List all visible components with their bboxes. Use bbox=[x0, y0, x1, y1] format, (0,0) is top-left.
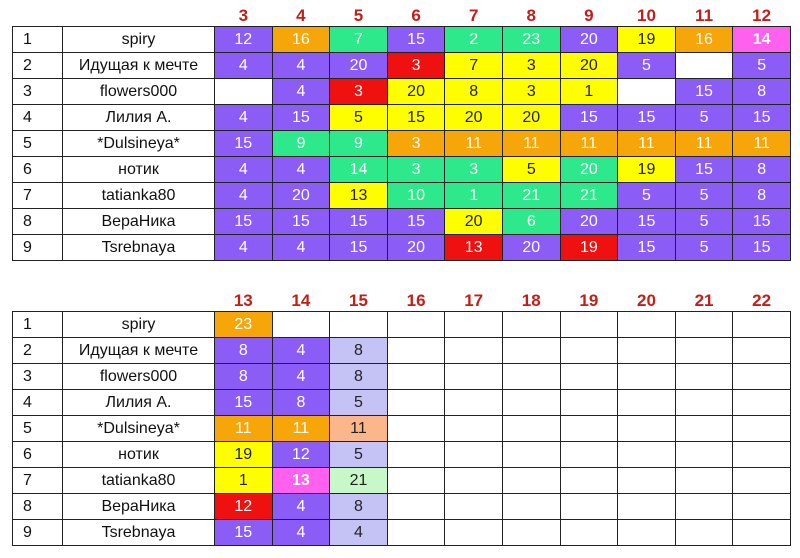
score-cell: 8 bbox=[733, 157, 791, 183]
score-cell bbox=[560, 520, 618, 546]
score-cell: 3 bbox=[330, 79, 388, 105]
table-row bbox=[13, 157, 791, 183]
score-cell: 15 bbox=[330, 209, 388, 235]
row-number: 9 bbox=[13, 520, 63, 546]
score-cell: 15 bbox=[733, 235, 791, 261]
participant-name: Лилия А. bbox=[63, 105, 215, 131]
score-cell: 15 bbox=[733, 209, 791, 235]
column-header: 7 bbox=[468, 6, 479, 25]
table-row bbox=[13, 209, 791, 235]
score-cell: 15 bbox=[387, 27, 445, 53]
score-cell bbox=[502, 312, 560, 338]
row-number: 1 bbox=[13, 312, 63, 338]
row-number: 1 bbox=[13, 27, 63, 53]
score-cell bbox=[733, 390, 791, 416]
score-cell: 8 bbox=[215, 338, 273, 364]
score-cell bbox=[387, 442, 445, 468]
score-cell: 11 bbox=[618, 131, 676, 157]
score-cell: 15 bbox=[272, 209, 330, 235]
participant-name: *Dulsineya* bbox=[63, 416, 215, 442]
participant-name: Tsrebnaya bbox=[63, 235, 215, 261]
score-cell bbox=[675, 390, 733, 416]
score-cell bbox=[618, 416, 676, 442]
column-header: 22 bbox=[752, 291, 772, 310]
column-header: 21 bbox=[694, 291, 714, 310]
score-cell: 3 bbox=[502, 79, 560, 105]
score-cell: 4 bbox=[272, 364, 330, 390]
score-cell: 4 bbox=[330, 520, 388, 546]
score-cell: 5 bbox=[733, 53, 791, 79]
score-cell bbox=[387, 416, 445, 442]
score-cell bbox=[502, 494, 560, 520]
score-cell bbox=[560, 494, 618, 520]
score-cell: 4 bbox=[272, 79, 330, 105]
table-row bbox=[13, 312, 791, 338]
score-cell bbox=[445, 338, 503, 364]
row-number: 4 bbox=[13, 390, 63, 416]
score-cell: 8 bbox=[330, 338, 388, 364]
score-cell: 15 bbox=[733, 105, 791, 131]
score-cell bbox=[733, 442, 791, 468]
score-cell: 20 bbox=[387, 235, 445, 261]
score-cell bbox=[618, 442, 676, 468]
row-number: 2 bbox=[13, 53, 63, 79]
column-header: 13 bbox=[233, 291, 253, 310]
score-cell bbox=[675, 312, 733, 338]
score-cell: 15 bbox=[215, 209, 273, 235]
table-row bbox=[13, 494, 791, 520]
score-cell: 23 bbox=[502, 27, 560, 53]
score-cell bbox=[733, 312, 791, 338]
participant-name: ВераНика bbox=[63, 494, 215, 520]
score-cell: 11 bbox=[560, 131, 618, 157]
score-cell: 8 bbox=[272, 390, 330, 416]
column-header: 10 bbox=[636, 6, 656, 25]
score-cell: 14 bbox=[733, 27, 791, 53]
score-cell: 11 bbox=[675, 131, 733, 157]
score-cell: 11 bbox=[215, 416, 273, 442]
scores-table-2 bbox=[12, 290, 791, 546]
score-cell bbox=[560, 468, 618, 494]
score-cell: 8 bbox=[445, 79, 503, 105]
score-cell bbox=[675, 53, 733, 79]
table-row bbox=[13, 131, 791, 157]
score-cell bbox=[445, 364, 503, 390]
column-header: 19 bbox=[579, 291, 599, 310]
score-cell: 15 bbox=[215, 520, 273, 546]
score-cell: 20 bbox=[502, 105, 560, 131]
score-cell bbox=[560, 416, 618, 442]
score-cell bbox=[560, 390, 618, 416]
score-cell bbox=[445, 416, 503, 442]
score-cell: 15 bbox=[387, 105, 445, 131]
score-cell bbox=[387, 338, 445, 364]
column-header: 5 bbox=[353, 6, 364, 25]
score-cell bbox=[502, 520, 560, 546]
score-cell: 12 bbox=[272, 442, 330, 468]
score-cell: 8 bbox=[330, 364, 388, 390]
score-cell: 21 bbox=[330, 468, 388, 494]
participant-name: spiry bbox=[63, 27, 215, 53]
column-header: 3 bbox=[238, 6, 249, 25]
column-header: 12 bbox=[752, 6, 772, 25]
score-cell bbox=[387, 390, 445, 416]
score-cell bbox=[387, 494, 445, 520]
score-cell: 15 bbox=[618, 105, 676, 131]
table-row bbox=[13, 105, 791, 131]
score-cell: 14 bbox=[330, 157, 388, 183]
score-cell: 3 bbox=[387, 131, 445, 157]
table-row bbox=[13, 79, 791, 105]
score-cell: 20 bbox=[445, 209, 503, 235]
score-cell: 11 bbox=[502, 131, 560, 157]
score-cell: 5 bbox=[675, 235, 733, 261]
score-cell bbox=[733, 416, 791, 442]
row-number: 4 bbox=[13, 105, 63, 131]
row-number: 6 bbox=[13, 157, 63, 183]
header-row bbox=[13, 5, 791, 27]
score-cell: 5 bbox=[330, 105, 388, 131]
score-cell: 20 bbox=[272, 183, 330, 209]
table-row bbox=[13, 520, 791, 546]
score-cell: 4 bbox=[272, 157, 330, 183]
row-number: 5 bbox=[13, 416, 63, 442]
score-cell: 11 bbox=[272, 416, 330, 442]
score-cell: 20 bbox=[560, 27, 618, 53]
participant-name: *Dulsineya* bbox=[63, 131, 215, 157]
score-cell: 11 bbox=[733, 131, 791, 157]
score-cell: 8 bbox=[733, 79, 791, 105]
score-cell bbox=[330, 312, 388, 338]
score-cell: 20 bbox=[560, 157, 618, 183]
score-cell: 20 bbox=[560, 53, 618, 79]
score-cell bbox=[387, 364, 445, 390]
score-cell bbox=[675, 416, 733, 442]
score-cell bbox=[560, 338, 618, 364]
score-cell: 15 bbox=[675, 157, 733, 183]
score-cell: 5 bbox=[675, 209, 733, 235]
score-cell: 4 bbox=[215, 183, 273, 209]
score-cell bbox=[502, 442, 560, 468]
score-cell: 8 bbox=[330, 494, 388, 520]
score-cell bbox=[675, 520, 733, 546]
score-cell: 3 bbox=[502, 53, 560, 79]
participant-name: Идущая к мечте bbox=[63, 53, 215, 79]
score-cell: 4 bbox=[272, 338, 330, 364]
score-cell: 15 bbox=[330, 235, 388, 261]
score-cell bbox=[733, 338, 791, 364]
score-cell: 4 bbox=[215, 53, 273, 79]
score-cell: 5 bbox=[502, 157, 560, 183]
participant-name: flowers000 bbox=[63, 79, 215, 105]
score-cell bbox=[675, 364, 733, 390]
score-cell bbox=[445, 520, 503, 546]
score-cell bbox=[502, 468, 560, 494]
score-cell: 15 bbox=[560, 105, 618, 131]
score-cell: 19 bbox=[618, 157, 676, 183]
column-header: 4 bbox=[296, 6, 306, 25]
score-cell: 5 bbox=[618, 183, 676, 209]
score-cell bbox=[618, 338, 676, 364]
score-cell: 15 bbox=[618, 209, 676, 235]
score-cell: 9 bbox=[330, 131, 388, 157]
score-cell bbox=[445, 390, 503, 416]
score-cell: 20 bbox=[445, 105, 503, 131]
column-header: 15 bbox=[349, 291, 368, 310]
score-cell bbox=[445, 312, 503, 338]
score-cell bbox=[733, 494, 791, 520]
score-cell: 15 bbox=[215, 390, 273, 416]
header-spacer bbox=[13, 290, 63, 312]
score-cell bbox=[618, 468, 676, 494]
score-cell: 15 bbox=[215, 131, 273, 157]
row-number: 7 bbox=[13, 183, 63, 209]
score-cell: 3 bbox=[387, 157, 445, 183]
participant-name: ВераНика bbox=[63, 209, 215, 235]
table-row bbox=[13, 416, 791, 442]
score-cell: 1 bbox=[215, 468, 273, 494]
score-cell: 16 bbox=[272, 27, 330, 53]
score-cell: 15 bbox=[387, 209, 445, 235]
row-number: 6 bbox=[13, 442, 63, 468]
score-cell bbox=[675, 338, 733, 364]
row-number: 3 bbox=[13, 364, 63, 390]
score-cell: 20 bbox=[330, 53, 388, 79]
column-header: 16 bbox=[406, 291, 426, 310]
score-cell: 7 bbox=[330, 27, 388, 53]
column-header: 14 bbox=[291, 291, 311, 310]
score-cell: 15 bbox=[675, 79, 733, 105]
score-cell: 10 bbox=[387, 183, 445, 209]
score-cell bbox=[733, 468, 791, 494]
score-cell: 4 bbox=[215, 105, 273, 131]
score-cell: 19 bbox=[560, 235, 618, 261]
participant-name: tatianka80 bbox=[63, 468, 215, 494]
score-cell: 2 bbox=[445, 27, 503, 53]
score-cell: 23 bbox=[215, 312, 273, 338]
score-cell: 4 bbox=[215, 235, 273, 261]
column-header: 9 bbox=[584, 6, 594, 25]
score-cell bbox=[675, 494, 733, 520]
score-cell: 3 bbox=[387, 53, 445, 79]
score-cell bbox=[733, 520, 791, 546]
column-header: 6 bbox=[411, 6, 421, 25]
header-row bbox=[13, 290, 791, 312]
score-cell bbox=[387, 468, 445, 494]
score-cell: 12 bbox=[215, 494, 273, 520]
score-cell: 5 bbox=[618, 53, 676, 79]
table-row bbox=[13, 183, 791, 209]
score-cell: 15 bbox=[272, 105, 330, 131]
score-cell: 13 bbox=[330, 183, 388, 209]
score-cell bbox=[502, 338, 560, 364]
score-cell: 5 bbox=[330, 390, 388, 416]
score-cell bbox=[445, 442, 503, 468]
column-header: 17 bbox=[464, 291, 484, 310]
table-row bbox=[13, 53, 791, 79]
score-cell bbox=[445, 468, 503, 494]
table-row bbox=[13, 364, 791, 390]
participant-name: нотик bbox=[63, 442, 215, 468]
score-cell bbox=[618, 520, 676, 546]
score-cell: 8 bbox=[733, 183, 791, 209]
score-cell bbox=[618, 390, 676, 416]
score-cell bbox=[618, 494, 676, 520]
column-header: 11 bbox=[695, 6, 714, 25]
score-cell: 3 bbox=[445, 157, 503, 183]
table-row bbox=[13, 390, 791, 416]
score-cell: 19 bbox=[618, 27, 676, 53]
score-cell: 1 bbox=[560, 79, 618, 105]
column-header: 20 bbox=[636, 291, 656, 310]
table-row bbox=[13, 235, 791, 261]
score-cell: 6 bbox=[502, 209, 560, 235]
score-cell bbox=[560, 364, 618, 390]
score-cell: 5 bbox=[675, 183, 733, 209]
column-header: 18 bbox=[521, 291, 541, 310]
score-cell: 13 bbox=[445, 235, 503, 261]
column-header: 8 bbox=[526, 6, 536, 25]
score-cell bbox=[618, 364, 676, 390]
score-cell bbox=[215, 79, 273, 105]
score-cell: 4 bbox=[272, 53, 330, 79]
score-cell bbox=[733, 364, 791, 390]
score-cell bbox=[618, 312, 676, 338]
participant-name: Tsrebnaya bbox=[63, 520, 215, 546]
score-cell: 21 bbox=[502, 183, 560, 209]
score-cell bbox=[675, 468, 733, 494]
participant-name: spiry bbox=[63, 312, 215, 338]
score-cell: 19 bbox=[215, 442, 273, 468]
score-cell bbox=[502, 390, 560, 416]
score-cell: 9 bbox=[272, 131, 330, 157]
participant-name: нотик bbox=[63, 157, 215, 183]
score-cell: 11 bbox=[445, 131, 503, 157]
score-cell: 4 bbox=[272, 494, 330, 520]
score-cell bbox=[675, 442, 733, 468]
score-cell: 11 bbox=[330, 416, 388, 442]
table-row bbox=[13, 468, 791, 494]
score-cell: 7 bbox=[445, 53, 503, 79]
row-number: 3 bbox=[13, 79, 63, 105]
participant-name: Идущая к мечте bbox=[63, 338, 215, 364]
score-cell bbox=[445, 494, 503, 520]
participant-name: flowers000 bbox=[63, 364, 215, 390]
score-cell: 12 bbox=[215, 27, 273, 53]
scores-table-1 bbox=[12, 5, 791, 261]
row-number: 7 bbox=[13, 468, 63, 494]
score-cell bbox=[560, 312, 618, 338]
score-cell: 15 bbox=[618, 235, 676, 261]
score-cell: 5 bbox=[330, 442, 388, 468]
score-cell bbox=[387, 520, 445, 546]
score-cell: 21 bbox=[560, 183, 618, 209]
score-cell: 1 bbox=[445, 183, 503, 209]
score-cell bbox=[560, 442, 618, 468]
header-spacer bbox=[13, 5, 63, 27]
table-row bbox=[13, 338, 791, 364]
score-cell bbox=[502, 364, 560, 390]
score-cell: 16 bbox=[675, 27, 733, 53]
row-number: 8 bbox=[13, 209, 63, 235]
score-cell: 5 bbox=[675, 105, 733, 131]
score-cell bbox=[387, 312, 445, 338]
header-spacer bbox=[63, 5, 215, 27]
participant-name: tatianka80 bbox=[63, 183, 215, 209]
row-number: 5 bbox=[13, 131, 63, 157]
score-cell bbox=[618, 79, 676, 105]
table-row bbox=[13, 442, 791, 468]
score-cell bbox=[502, 416, 560, 442]
row-number: 2 bbox=[13, 338, 63, 364]
row-number: 9 bbox=[13, 235, 63, 261]
score-cell: 13 bbox=[272, 468, 330, 494]
score-cell: 20 bbox=[560, 209, 618, 235]
participant-name: Лилия А. bbox=[63, 390, 215, 416]
score-cell: 20 bbox=[502, 235, 560, 261]
table-row bbox=[13, 27, 791, 53]
score-cell: 4 bbox=[272, 235, 330, 261]
header-spacer bbox=[63, 290, 215, 312]
score-cell: 8 bbox=[215, 364, 273, 390]
row-number: 8 bbox=[13, 494, 63, 520]
score-cell: 4 bbox=[215, 157, 273, 183]
score-cell bbox=[272, 312, 330, 338]
score-cell: 20 bbox=[387, 79, 445, 105]
score-cell: 4 bbox=[272, 520, 330, 546]
